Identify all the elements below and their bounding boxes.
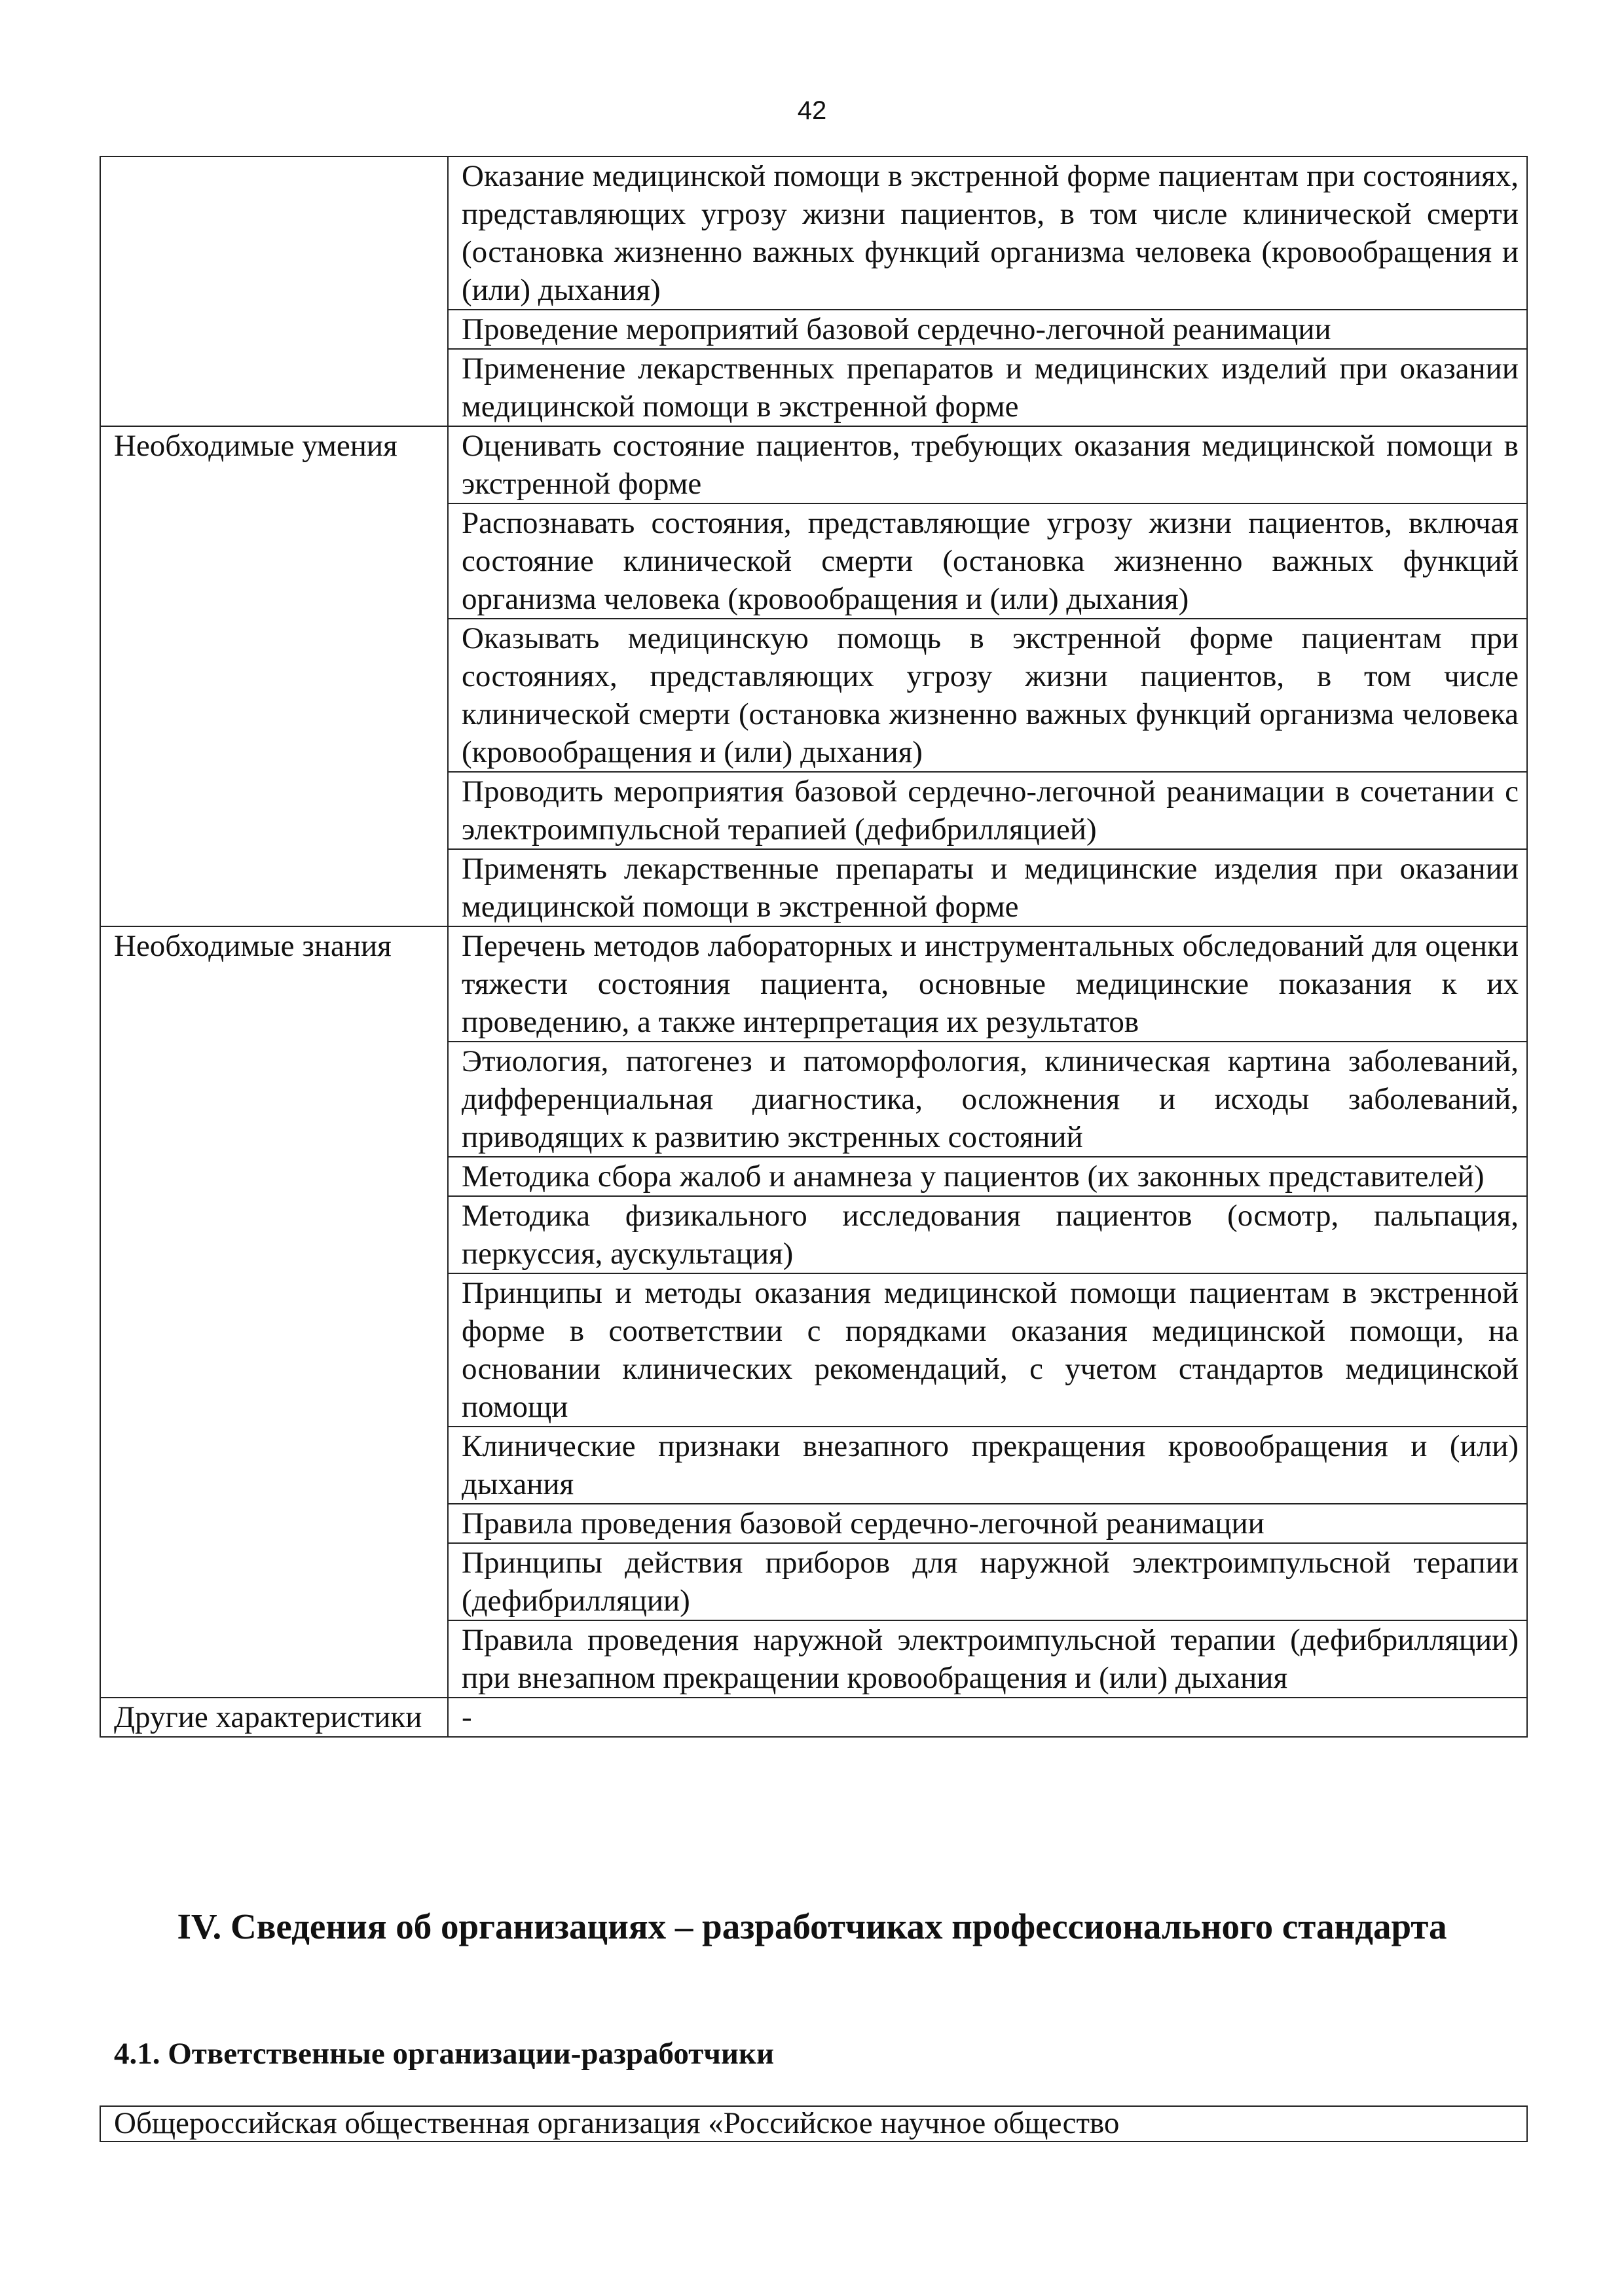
table-row [100,1698,1527,1737]
row-group-label: Необходимые знания [100,926,448,1698]
row-group-label: Необходимые умения [100,426,448,926]
row-text-cell: Принципы и методы оказания медицинской помощи пациентам в экстренной форме в соответствии с порядками оказания медицинской помощи, на основании клинических рекомендаций, с учетом стандартов медицинской помощи [448,1273,1527,1427]
table-row [100,156,1527,310]
row-text-cell: Правила проведения базовой сердечно-легочной реанимации [448,1504,1527,1543]
row-text-cell: Перечень методов лабораторных и инструментальных обследований для оценки тяжести состояния пациента, основные медицинские показания к их проведению, а также интерпретация их результатов [448,926,1527,1042]
row-text-cell: Распознавать состояния, представляющие угрозу жизни пациентов, включая состояние клинической смерти (остановка жизненно важных функций организма человека (кровообращения и (или) дыхания) [448,503,1527,619]
organization-line: Общероссийская общественная организация «Российское научное общество [100,2105,1528,2142]
table-row [100,426,1527,503]
row-text-cell: Проведение мероприятий базовой сердечно-легочной реанимации [448,310,1527,349]
row-text-cell: Оценивать состояние пациентов, требующих оказания медицинской помощи в экстренной форме [448,426,1527,503]
page-number: 42 [797,96,827,125]
competency-table [100,156,1528,1738]
row-group-label [100,156,448,426]
row-text-cell: Применять лекарственные препараты и медицинские изделия при оказании медицинской помощи в экстренной форме [448,849,1527,926]
competency-table-body [100,156,1527,1737]
table-row [100,926,1527,1042]
row-text-cell: Методика физикального исследования пациентов (осмотр, пальпация, перкуссия, аускультация) [448,1196,1527,1273]
row-text-cell: Правила проведения наружной электроимпульсной терапии (дефибрилляции) при внезапном прекращении кровообращения и (или) дыхания [448,1620,1527,1698]
row-text-cell: Оказывать медицинскую помощь в экстренной форме пациентам при состояниях, представляющих угрозу жизни пациентов, в том числе клинической смерти (остановка жизненно важных функций организма человека (кровообращения и (или) дыхания) [448,619,1527,772]
row-text-cell: Принципы действия приборов для наружной электроимпульсной терапии (дефибрилляции) [448,1543,1527,1620]
row-text-cell: - [448,1698,1527,1737]
row-text-cell: Проводить мероприятия базовой сердечно-легочной реанимации в сочетании с электроимпульсной терапией (дефибрилляцией) [448,772,1527,849]
row-text-cell: Оказание медицинской помощи в экстренной форме пациентам при состояниях, представляющих угрозу жизни пациентов, в том числе клинической смерти (остановка жизненно важных функций организма человека (кровообращения и (или) дыхания) [448,156,1527,310]
section-title: IV. Сведения об организациях – разработчиках профессионального стандарта [177,1906,1447,1946]
row-text-cell: Этиология, патогенез и патоморфология, клиническая картина заболеваний, дифференциальная диагностика, осложнения и исходы заболеваний, приводящих к развитию экстренных состояний [448,1042,1527,1157]
row-text-cell: Методика сбора жалоб и анамнеза у пациентов (их законных представителей) [448,1157,1527,1196]
row-text-cell: Применение лекарственных препаратов и медицинских изделий при оказании медицинской помощи в экстренной форме [448,349,1527,426]
row-group-label: Другие характеристики [100,1698,448,1737]
row-text-cell: Клинические признаки внезапного прекращения кровообращения и (или) дыхания [448,1427,1527,1504]
subsection-title: 4.1. Ответственные организации-разработчики [114,2037,775,2071]
